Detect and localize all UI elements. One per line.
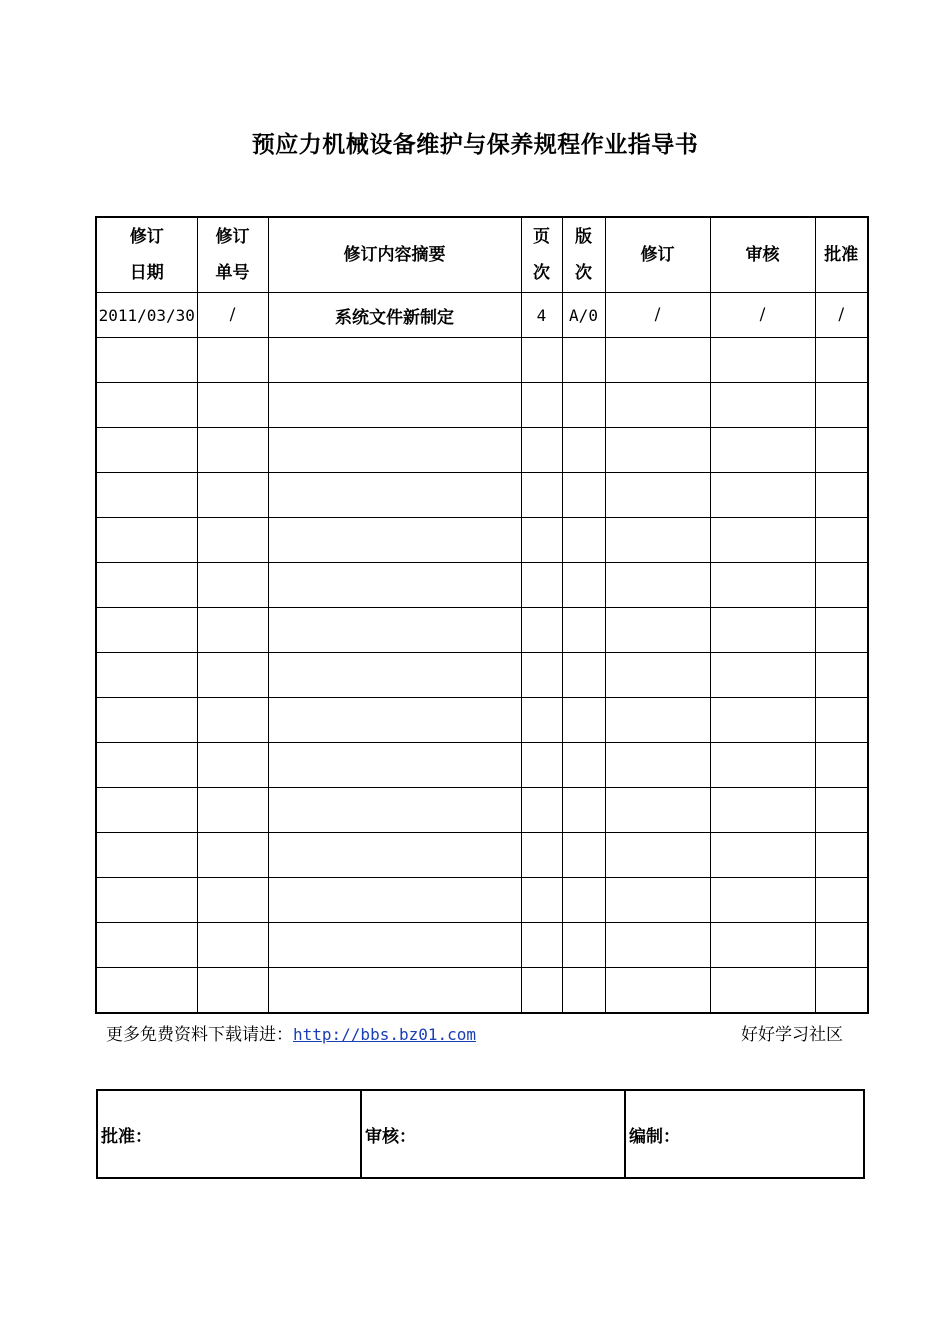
cell-number [197,383,268,428]
cell-revised-by [605,923,710,968]
cell-page [521,788,562,833]
cell-version [562,743,605,788]
cell-approved-by [815,878,868,923]
cell-revised-by [605,788,710,833]
cell-summary [268,698,521,743]
table-row [96,383,868,428]
cell-revised-by [605,968,710,1014]
cell-date [96,833,197,878]
cell-reviewed-by [710,743,815,788]
cell-version [562,518,605,563]
revision-table [95,216,869,1014]
table-row [96,563,868,608]
cell-approved-by [815,563,868,608]
cell-approved-by [815,923,868,968]
cell-page [521,968,562,1014]
download-note [106,1020,476,1045]
table-row [96,788,868,833]
cell-version [562,338,605,383]
table-row [96,833,868,878]
cell-reviewed-by [710,428,815,473]
cell-revised-by [605,338,710,383]
cell-page [521,653,562,698]
cell-number [197,428,268,473]
cell-reviewed-by [710,698,815,743]
cell-date [96,473,197,518]
cell-summary [268,608,521,653]
cell-approved-by [815,653,868,698]
review-field: 审核： [361,1090,625,1178]
cell-version [562,428,605,473]
header-revision-summary: 修订内容摘要 [268,217,521,293]
cell-date: 2011/03/30 [96,293,197,338]
cell-version [562,383,605,428]
cell-number [197,788,268,833]
cell-page [521,608,562,653]
cell-reviewed-by [710,788,815,833]
cell-summary [268,923,521,968]
table-row [96,923,868,968]
cell-version [562,833,605,878]
revision-header-row [96,217,868,293]
cell-summary [268,473,521,518]
cell-approved-by: / [815,293,868,338]
cell-number: / [197,293,268,338]
cell-page [521,383,562,428]
cell-date [96,968,197,1014]
cell-revised-by [605,473,710,518]
compile-field: 编制： [625,1090,864,1178]
table-row [96,743,868,788]
community-label: 好好学习社区 [741,1025,843,1045]
cell-date [96,653,197,698]
cell-revised-by: / [605,293,710,338]
cell-reviewed-by [710,923,815,968]
table-row [96,968,868,1014]
cell-version [562,923,605,968]
cell-summary [268,653,521,698]
approve-field: 批准： [97,1090,361,1178]
cell-page [521,923,562,968]
cell-date [96,518,197,563]
cell-approved-by [815,383,868,428]
cell-page [521,428,562,473]
cell-approved-by [815,698,868,743]
cell-version [562,878,605,923]
cell-revised-by [605,518,710,563]
cell-reviewed-by [710,563,815,608]
cell-version [562,698,605,743]
cell-summary [268,833,521,878]
cell-approved-by [815,968,868,1014]
cell-reviewed-by [710,968,815,1014]
cell-date [96,563,197,608]
cell-date [96,608,197,653]
cell-date [96,923,197,968]
cell-approved-by [815,428,868,473]
table-row [96,698,868,743]
cell-version [562,788,605,833]
cell-summary: 系统文件新制定 [268,293,521,338]
cell-revised-by [605,833,710,878]
cell-approved-by [815,608,868,653]
cell-page [521,878,562,923]
cell-summary [268,383,521,428]
cell-version [562,608,605,653]
cell-summary [268,743,521,788]
cell-revised-by [605,878,710,923]
cell-page [521,743,562,788]
cell-approved-by [815,833,868,878]
cell-date [96,743,197,788]
cell-date [96,878,197,923]
table-row [96,518,868,563]
cell-revised-by [605,563,710,608]
cell-reviewed-by [710,338,815,383]
cell-page [521,698,562,743]
cell-number [197,518,268,563]
cell-page [521,473,562,518]
cell-number [197,653,268,698]
cell-revised-by [605,608,710,653]
cell-reviewed-by [710,383,815,428]
cell-date [96,698,197,743]
cell-version [562,968,605,1014]
cell-reviewed-by [710,518,815,563]
cell-revised-by [605,698,710,743]
signature-table [96,1089,865,1179]
cell-version [562,563,605,608]
table-row [96,473,868,518]
document-title: 预应力机械设备维护与保养规程作业指导书 [251,131,699,158]
cell-approved-by [815,473,868,518]
cell-revised-by [605,383,710,428]
cell-summary [268,338,521,383]
cell-reviewed-by [710,473,815,518]
cell-number [197,473,268,518]
cell-summary [268,788,521,833]
table-row [96,653,868,698]
cell-date [96,338,197,383]
cell-summary [268,563,521,608]
cell-version: A/0 [562,293,605,338]
cell-version [562,653,605,698]
cell-reviewed-by [710,878,815,923]
cell-approved-by [815,338,868,383]
cell-summary [268,968,521,1014]
cell-summary [268,428,521,473]
cell-approved-by [815,743,868,788]
cell-number [197,608,268,653]
cell-summary [268,518,521,563]
header-revision-date: 修订 日期 [96,217,197,293]
cell-page: 4 [521,293,562,338]
table-row [96,338,868,383]
cell-approved-by [815,788,868,833]
cell-number [197,338,268,383]
cell-revised-by [605,743,710,788]
cell-reviewed-by [710,833,815,878]
cell-number [197,698,268,743]
cell-summary [268,878,521,923]
header-revision-number: 修订 单号 [197,217,268,293]
cell-number [197,743,268,788]
download-link[interactable]: http://bbs.bz01.com [293,1025,477,1044]
header-approved-by: 批准 [815,217,868,293]
header-revised-by: 修订 [605,217,710,293]
cell-reviewed-by [710,653,815,698]
table-row [96,293,868,338]
header-reviewed-by: 审核 [710,217,815,293]
cell-number [197,563,268,608]
cell-reviewed-by [710,608,815,653]
cell-version [562,473,605,518]
cell-number [197,968,268,1014]
cell-page [521,518,562,563]
cell-page [521,563,562,608]
cell-page [521,338,562,383]
table-row [96,428,868,473]
cell-number [197,923,268,968]
cell-number [197,833,268,878]
cell-revised-by [605,428,710,473]
download-note-text: 更多免费资料下载请进： [106,1025,293,1045]
cell-page [521,833,562,878]
table-row [96,608,868,653]
cell-date [96,428,197,473]
cell-number [197,878,268,923]
cell-reviewed-by: / [710,293,815,338]
table-row [96,878,868,923]
header-page: 页 次 [521,217,562,293]
cell-approved-by [815,518,868,563]
cell-date [96,383,197,428]
header-version: 版 次 [562,217,605,293]
cell-date [96,788,197,833]
cell-revised-by [605,653,710,698]
